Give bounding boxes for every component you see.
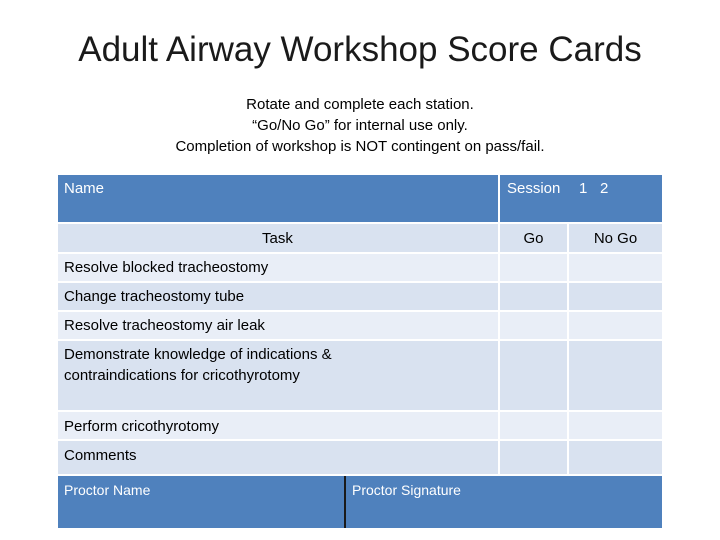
proctor-name-field[interactable] <box>58 476 344 528</box>
task-header: Task <box>262 230 293 247</box>
task-header-cell <box>58 224 498 252</box>
nogo-checkbox[interactable] <box>569 283 662 310</box>
go-checkbox[interactable] <box>500 312 567 339</box>
task-row-label: Demonstrate knowledge of indications & contraindications for cricothyrotomy <box>58 341 498 410</box>
proctor-signature-field[interactable] <box>346 476 662 528</box>
comments-label: Comments <box>64 447 137 464</box>
instruction-line: “Go/No Go” for internal use only. <box>252 117 468 134</box>
session-cell <box>500 175 662 222</box>
nogo-checkbox[interactable] <box>569 254 662 281</box>
nogo-header-cell <box>569 224 662 252</box>
go-header-cell <box>500 224 567 252</box>
go-checkbox[interactable] <box>500 341 567 410</box>
instruction-line: Completion of workshop is NOT contingent on pass/fail. <box>175 138 545 155</box>
comments-go-cell <box>500 441 567 474</box>
go-header: Go <box>523 230 544 247</box>
go-checkbox[interactable] <box>500 283 567 310</box>
proctor-signature-label: Proctor Signature <box>352 482 461 498</box>
go-checkbox[interactable] <box>500 254 567 281</box>
nogo-checkbox[interactable] <box>569 312 662 339</box>
name-field[interactable] <box>58 175 498 222</box>
session-label: Session <box>507 180 561 197</box>
comments-nogo-cell <box>569 441 662 474</box>
nogo-checkbox[interactable] <box>569 341 662 410</box>
session-number-1[interactable]: 1 <box>579 180 588 197</box>
comments-field[interactable] <box>58 441 498 474</box>
page-title: Adult Airway Workshop Score Cards <box>78 30 642 69</box>
task-row-label: Change tracheostomy tube <box>58 283 498 310</box>
task-row-label: Resolve blocked tracheostomy <box>58 254 498 281</box>
task-row-label: Resolve tracheostomy air leak <box>58 312 498 339</box>
nogo-header: No Go <box>593 230 638 247</box>
name-label: Name <box>64 180 105 197</box>
session-number-2[interactable]: 2 <box>600 180 609 197</box>
instructions <box>0 94 720 157</box>
task-row-label: Perform cricothyrotomy <box>58 412 498 439</box>
instruction-line: Rotate and complete each station. <box>246 96 474 113</box>
nogo-checkbox[interactable] <box>569 412 662 439</box>
go-checkbox[interactable] <box>500 412 567 439</box>
proctor-name-label: Proctor Name <box>64 482 151 498</box>
